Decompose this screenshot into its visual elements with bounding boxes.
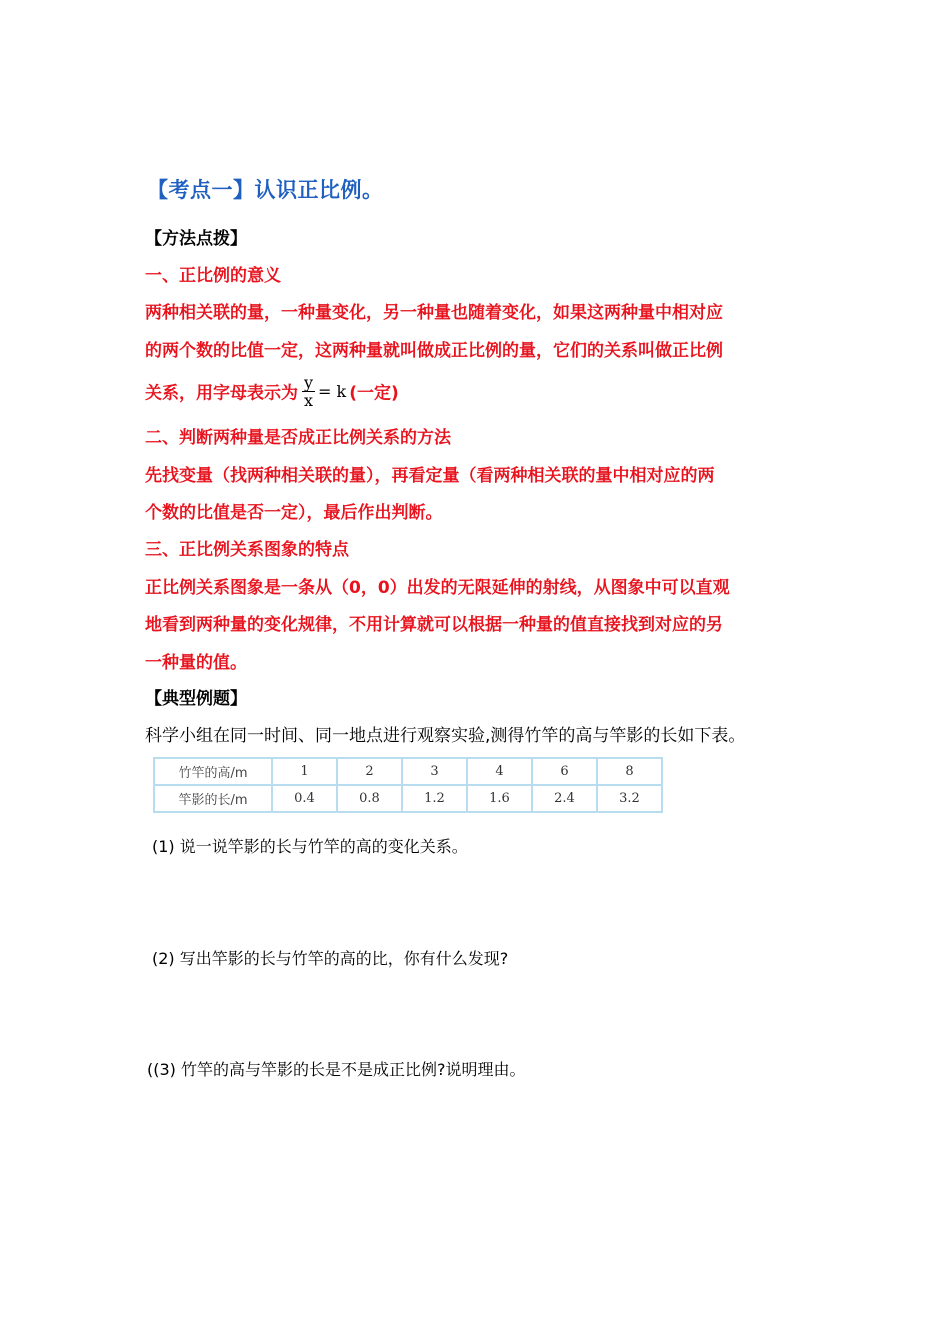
data-table [153, 757, 663, 813]
section-heading: 【考点一】认识正比例。 [147, 178, 384, 202]
table-cell: 0.8 [337, 785, 402, 812]
question-2: (2) 写出竿影的长与竹竿的高的比，你有什么发现? [152, 949, 509, 968]
section3-line-1: 正比例关系图象是一条从（0，0）出发的无限延伸的射线，从图象中可以直观 [145, 578, 730, 598]
formula-suffix: (一定) [349, 383, 399, 404]
ratio-formula [302, 374, 349, 409]
section1-line-1: 两种相关联的量，一种量变化，另一种量也随着变化，如果这两种量中相对应 [145, 303, 723, 323]
table-cell: 2 [337, 758, 402, 785]
table-cell: 4 [467, 758, 532, 785]
formula-prefix: 关系，用字母表示为 [145, 383, 298, 404]
table-cell: 0.4 [272, 785, 337, 812]
table-cell: 1 [272, 758, 337, 785]
table-cell: 3.2 [597, 785, 662, 812]
table-cell: 1.2 [402, 785, 467, 812]
problem-statement: 科学小组在同一时间、同一地点进行观察实验,测得竹竿的高与竿影的长如下表。 [145, 726, 746, 746]
section3-title: 三、正比例关系图象的特点 [145, 540, 349, 560]
table-row-header: 竹竿的高/m [154, 758, 272, 785]
table-cell: 1.6 [467, 785, 532, 812]
section2-line-2: 个数的比值是否一定），最后作出判断。 [145, 503, 443, 523]
section2-line-1: 先找变量（找两种相关联的量），再看定量（看两种相关联的量中相对应的两 [145, 466, 715, 486]
section3-line-2: 地看到两种量的变化规律，不用计算就可以根据一种量的值直接找到对应的另 [145, 615, 723, 635]
section3-line-3: 一种量的值。 [145, 653, 247, 673]
formula-equals-k: = k [318, 381, 347, 401]
section1-formula-line [145, 373, 399, 411]
question-1: (1) 说一说竿影的长与竹竿的高的变化关系。 [152, 837, 468, 856]
section1-line-2: 的两个数的比值一定，这两种量就叫做成正比例的量，它们的关系叫做正比例 [145, 341, 723, 361]
table-row-shadow [154, 785, 662, 812]
table-cell: 6 [532, 758, 597, 785]
question-3: ((3) 竹竿的高与竿影的长是不是成正比例?说明理由。 [147, 1060, 526, 1079]
section2-title: 二、判断两种量是否成正比例关系的方法 [145, 428, 451, 448]
table-cell: 8 [597, 758, 662, 785]
formula-denominator: x [304, 391, 314, 410]
table-cell: 3 [402, 758, 467, 785]
table-cell: 2.4 [532, 785, 597, 812]
section1-title: 一、正比例的意义 [145, 266, 281, 286]
table-row-height [154, 758, 662, 785]
example-tag: 【典型例题】 [145, 689, 247, 709]
method-tag: 【方法点拨】 [145, 229, 247, 249]
table-row-header: 竿影的长/m [154, 785, 272, 812]
formula-numerator: y [304, 373, 314, 392]
